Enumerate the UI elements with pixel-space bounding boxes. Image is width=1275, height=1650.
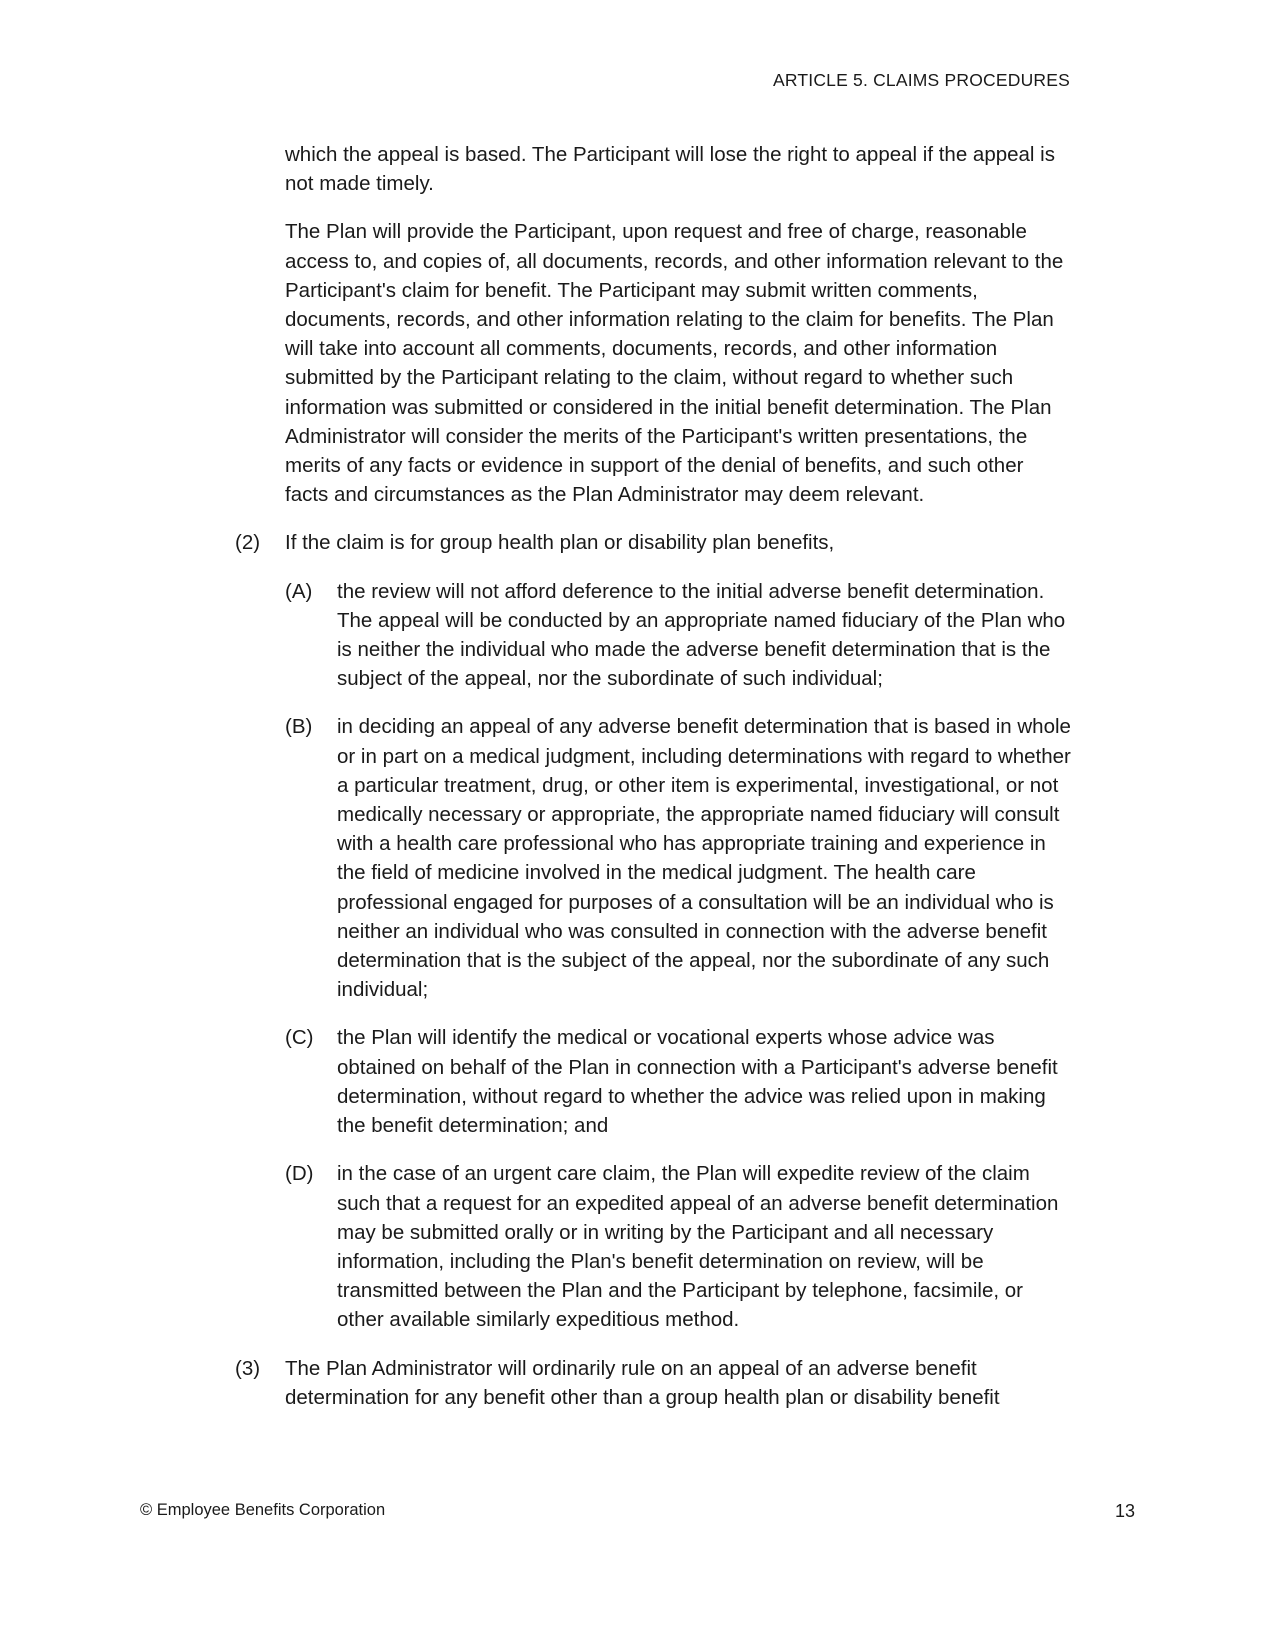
list-item-marker: (B)	[285, 715, 313, 739]
list-item-marker: (D)	[285, 1162, 314, 1186]
lettered-list-item	[285, 712, 1072, 1023]
list-item-marker: (A)	[285, 579, 313, 603]
lettered-list-item	[285, 1159, 1072, 1353]
list-item-text: in the case of an urgent care claim, the Plan will expedite review of the claim such that a request for an expedited appeal of an adverse benefit determination may be submitted orally or in writing by the Participant and all necessary information, including the Plan's benefit determination on review, will be transmitted between the Plan and the Participant by telephone, facsimile, or other available similarly expeditious method.	[337, 1162, 1059, 1332]
list-item-text: the review will not afford deference to the initial adverse benefit determination. The appeal will be conducted by an appropriate named fiduciary of the Plan who is neither the individual who made the adverse benefit determination that is the subject of the appeal, nor the subordinate of such individual;	[337, 579, 1066, 691]
document-body	[140, 140, 1135, 1431]
list-item-text: in deciding an appeal of any adverse benefit determination that is based in whole or in part on a medical judgment, including determinations with regard to whether a particular treatment, drug, or other item is experimental, investigational, or not medically necessary or appropriate, the appropriate named fiduciary will consult with a health care professional who has appropriate training and experience in the field of medicine involved in the medical judgment. The health care professional engaged for purposes of a consultation will be an individual who is neither an individual who was consulted in connection with the adverse benefit determination that is the subject of the appeal, nor the subordinate of any such individual;	[337, 715, 1071, 1002]
list-item-text: the Plan will identify the medical or vocational experts whose advice was obtained on behalf of the Plan in connection with a Participant's adverse benefit determination, without regard to whether the advice was relied upon in making the benefit determination; and	[337, 1026, 1058, 1138]
list-item-text: The Plan Administrator will ordinarily rule on an appeal of an adverse benefit determination for any benefit other than a group health plan or disability benefit	[285, 1356, 1000, 1409]
running-header: ARTICLE 5. CLAIMS PROCEDURES	[772, 70, 1070, 90]
lettered-list-item	[285, 1023, 1072, 1159]
numbered-list-item	[235, 1354, 1072, 1431]
list-item-marker: (3)	[235, 1356, 261, 1380]
list-item-marker: (C)	[285, 1026, 314, 1050]
body-paragraph: which the appeal is based. The Participant will lose the right to appeal if the appeal is not made timely.	[285, 143, 1055, 196]
footer-page-number: 13	[1114, 1501, 1135, 1521]
footer-copyright: © Employee Benefits Corporation	[140, 1501, 386, 1519]
page-footer	[140, 1501, 1135, 1527]
numbered-list-item	[235, 528, 1072, 576]
lettered-list-item	[285, 577, 1072, 713]
body-paragraph: The Plan will provide the Participant, upon request and free of charge, reasonable access to, and copies of, all documents, records, and other information relevant to the Participant's claim for benefit. The Participant may submit written comments, documents, records, and other information relating to the claim for benefits. The Plan will take into account all comments, documents, records, and other information submitted by the Participant relating to the claim, without regard to whether such information was submitted or considered in the initial benefit determination. The Plan Administrator will consider the merits of the Participant's written presentations, the merits of any facts or evidence in support of the denial of benefits, and such other facts and circumstances as the Plan Administrator may deem relevant.	[285, 220, 1064, 507]
list-item-marker: (2)	[235, 531, 261, 555]
list-item-text: If the claim is for group health plan or disability plan benefits,	[285, 531, 835, 555]
